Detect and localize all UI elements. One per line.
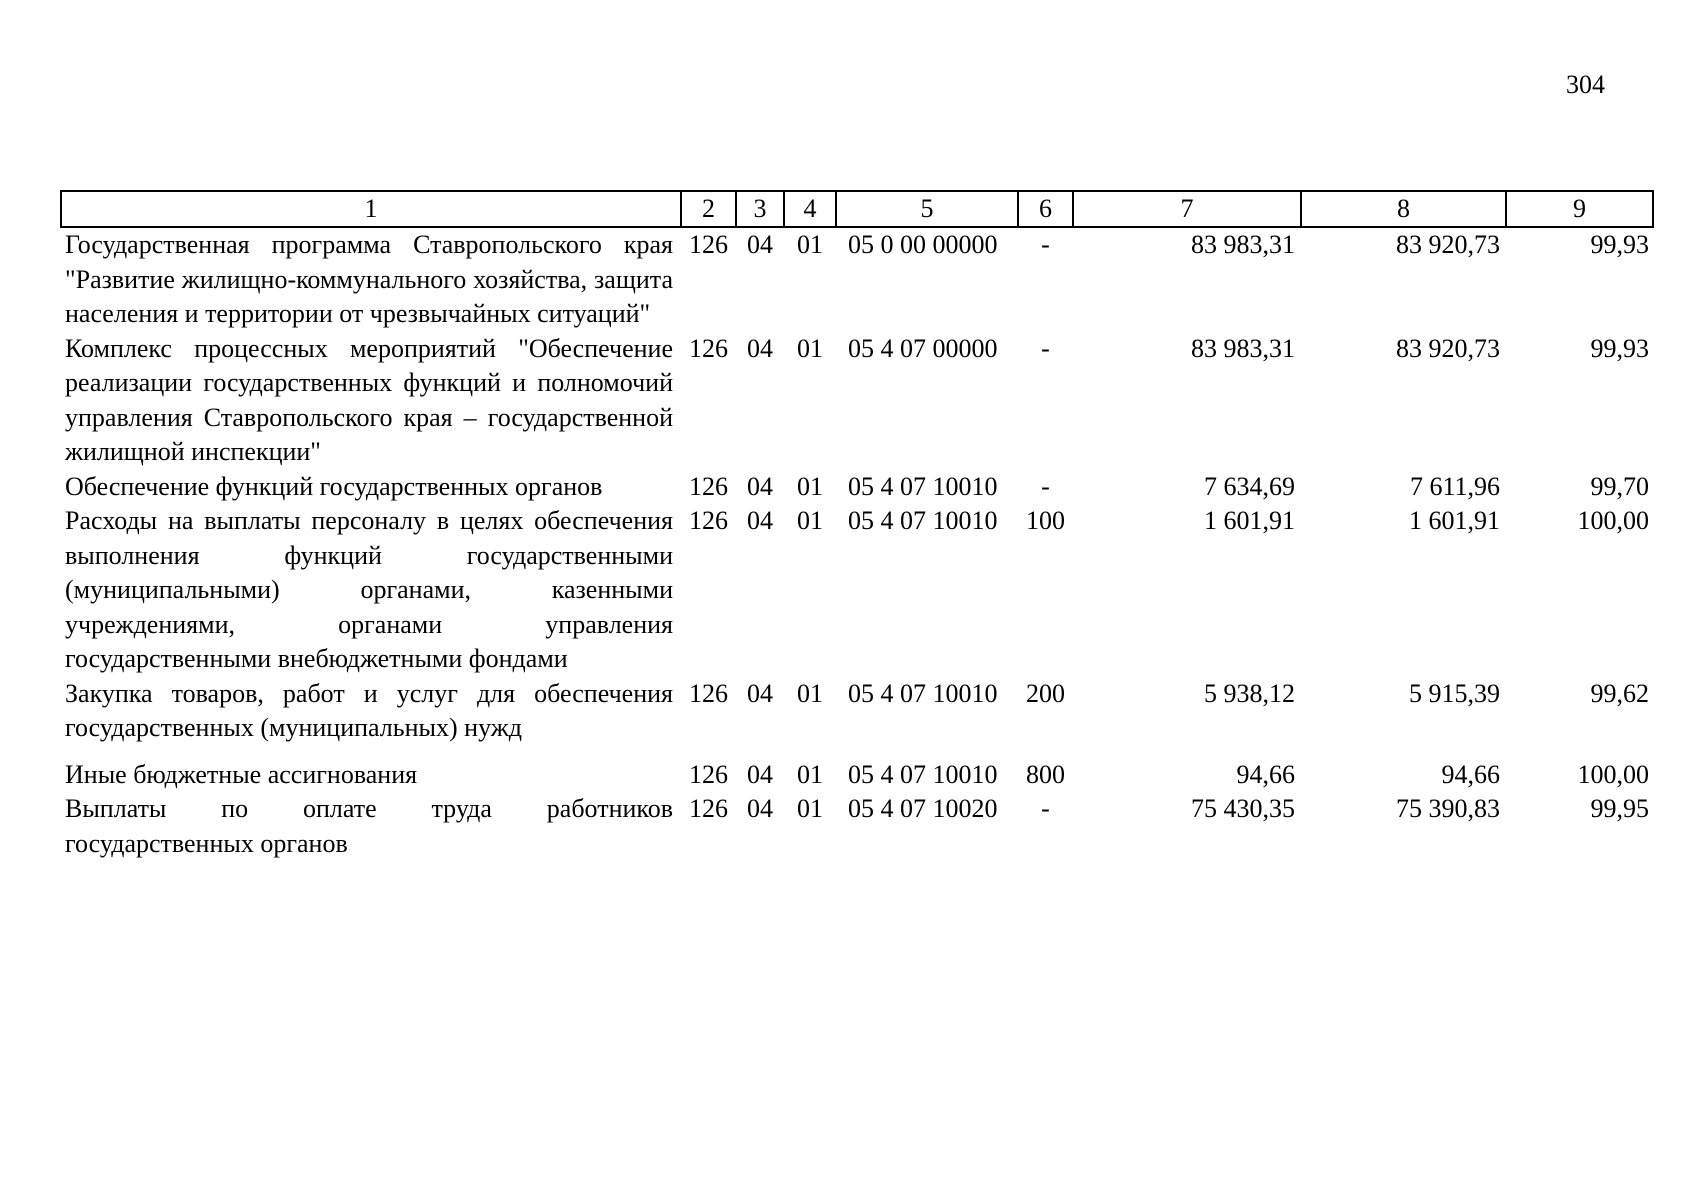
target-article-code: 05 4 07 10020	[848, 794, 998, 823]
expense-type-code: -	[1041, 230, 1050, 259]
execution-percent: 100,00	[1577, 759, 1649, 789]
ministry-code: 126	[689, 794, 728, 823]
target-article-code: 05 4 07 00000	[848, 333, 998, 363]
target-article-code: 05 4 07 10010	[848, 471, 998, 501]
column-header-4: 4	[784, 191, 836, 227]
column-header-9: 9	[1506, 191, 1653, 227]
table-row	[61, 746, 1653, 793]
subsection-code: 01	[797, 794, 823, 823]
planned-amount: 83 983,31	[1191, 333, 1295, 363]
planned-amount: 5 938,12	[1204, 678, 1295, 708]
table-row	[61, 677, 1653, 746]
execution-percent: 99,93	[1590, 230, 1649, 259]
table-row	[61, 504, 1653, 677]
ministry-code: 126	[689, 506, 728, 535]
ministry-code: 126	[689, 759, 728, 789]
subsection-code: 01	[797, 230, 823, 259]
expense-type-code: -	[1041, 333, 1050, 363]
planned-amount: 94,66	[1236, 759, 1295, 789]
expense-type-code: 100	[1026, 506, 1065, 535]
planned-amount: 1 601,91	[1204, 506, 1295, 535]
budget-table-container	[60, 190, 1652, 861]
target-article-code: 05 4 07 10010	[848, 506, 998, 535]
subsection-code: 01	[797, 506, 823, 535]
executed-amount: 83 920,73	[1396, 230, 1500, 259]
subsection-code: 01	[797, 333, 823, 363]
subsection-code: 01	[797, 678, 823, 708]
section-code: 04	[747, 506, 773, 535]
ministry-code: 126	[689, 678, 728, 708]
ministry-code: 126	[689, 333, 728, 363]
expense-type-code: 200	[1026, 678, 1065, 708]
table-row	[61, 470, 1653, 505]
executed-amount: 75 390,83	[1396, 794, 1500, 823]
column-header-5: 5	[836, 191, 1018, 227]
row-name: Выплаты по оплате труда работников государственных органов	[65, 794, 673, 858]
section-code: 04	[747, 678, 773, 708]
column-number-row	[61, 191, 1653, 227]
execution-percent: 100,00	[1577, 506, 1649, 535]
planned-amount: 7 634,69	[1204, 471, 1295, 501]
column-header-1: 1	[61, 191, 681, 227]
column-header-8: 8	[1301, 191, 1506, 227]
section-code: 04	[747, 794, 773, 823]
executed-amount: 7 611,96	[1409, 471, 1500, 501]
table-row	[61, 792, 1653, 861]
subsection-code: 01	[797, 759, 823, 789]
executed-amount: 94,66	[1441, 759, 1500, 789]
subsection-code: 01	[797, 471, 823, 501]
row-name: Обеспечение функций государственных органов	[65, 471, 603, 501]
section-code: 04	[747, 230, 773, 259]
row-name: Расходы на выплаты персоналу в целях обеспечения выполнения функций государственными (муниципальными) органами, казенными учреждениями, органами управления государственными внебюджетными фондами	[65, 506, 673, 673]
planned-amount: 75 430,35	[1191, 794, 1295, 823]
execution-percent: 99,93	[1590, 333, 1649, 363]
ministry-code: 126	[689, 471, 728, 501]
section-code: 04	[747, 471, 773, 501]
execution-percent: 99,70	[1590, 471, 1649, 501]
execution-percent: 99,95	[1590, 794, 1649, 823]
column-header-7: 7	[1073, 191, 1301, 227]
section-code: 04	[747, 759, 773, 789]
expense-type-code: -	[1041, 794, 1050, 823]
execution-percent: 99,62	[1590, 678, 1649, 708]
expense-type-code: 800	[1026, 759, 1065, 789]
page-number: 304	[1566, 70, 1605, 99]
budget-table	[60, 190, 1654, 861]
executed-amount: 83 920,73	[1396, 333, 1500, 363]
target-article-code: 05 4 07 10010	[848, 759, 998, 789]
executed-amount: 5 915,39	[1409, 678, 1500, 708]
row-name: Иные бюджетные ассигнования	[65, 759, 418, 789]
column-header-6: 6	[1018, 191, 1073, 227]
target-article-code: 05 4 07 10010	[848, 678, 998, 708]
row-name: Государственная программа Ставропольского края "Развитие жилищно-коммунального хозяйства, защита населения и территории от чрезвычайных ситуаций"	[65, 230, 673, 328]
row-name: Комплекс процессных мероприятий "Обеспечение реализации государственных функций и полномочий управления Ставропольского края – государственной жилищной инспекции"	[65, 333, 673, 466]
target-article-code: 05 0 00 00000	[848, 230, 998, 259]
planned-amount: 83 983,31	[1191, 230, 1295, 259]
table-row	[61, 227, 1653, 332]
section-code: 04	[747, 333, 773, 363]
executed-amount: 1 601,91	[1409, 506, 1500, 535]
column-header-3: 3	[736, 191, 784, 227]
row-name: Закупка товаров, работ и услуг для обеспечения государственных (муниципальных) нужд	[65, 678, 673, 742]
column-header-2: 2	[681, 191, 736, 227]
ministry-code: 126	[689, 230, 728, 259]
expense-type-code: -	[1041, 471, 1050, 501]
table-row	[61, 332, 1653, 470]
